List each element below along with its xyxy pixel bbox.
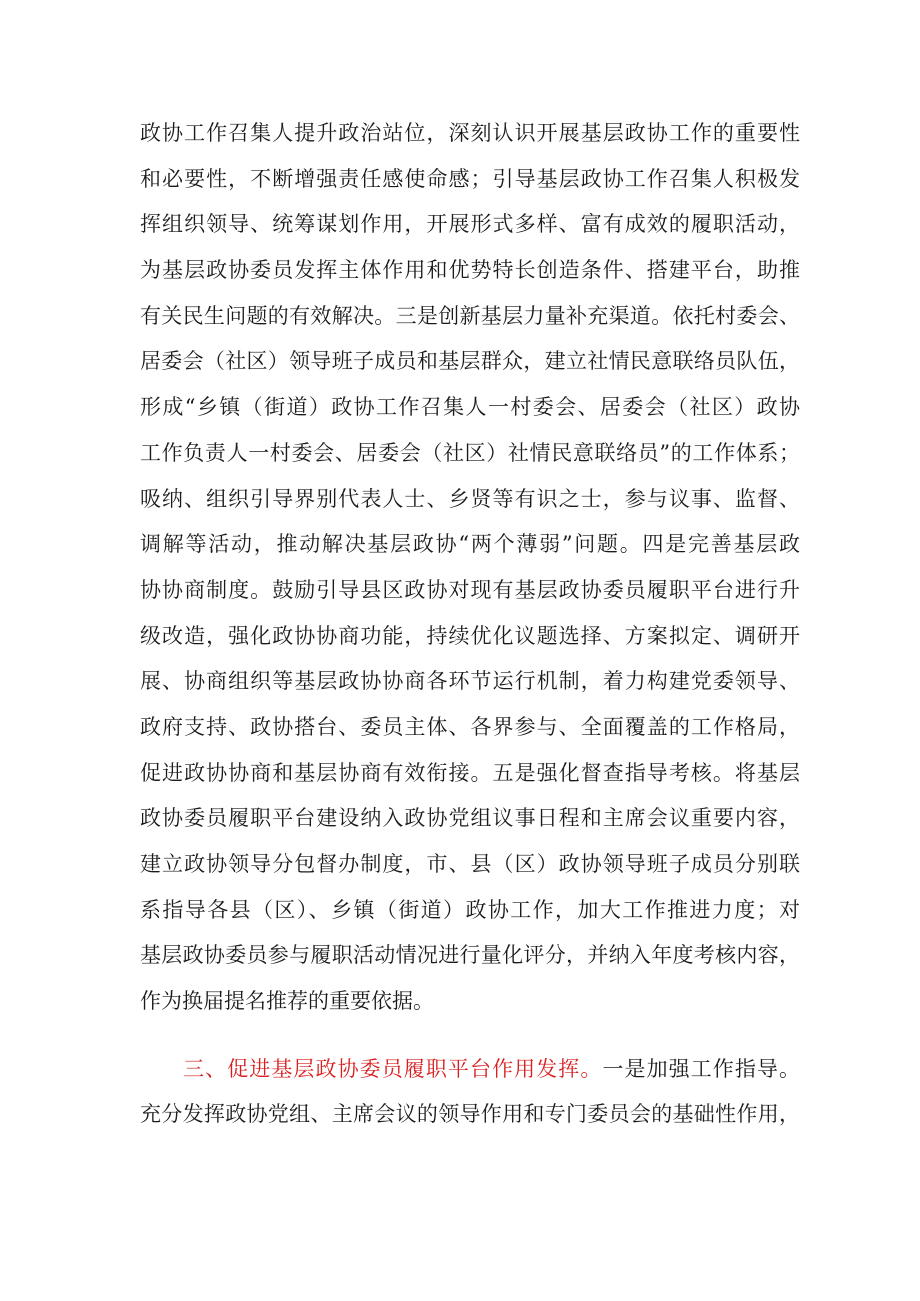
text-line-15: 促进政协协商和基层协商有效衔接。五是强化督查指导考核。将基层 <box>140 760 800 785</box>
text-line-18: 系指导各县（区）、乡镇（街道）政协工作，加大工作推进力度；对 <box>140 897 800 922</box>
paragraph-2-line-2: 充分发挥政协党组、主席会议的领导作用和专门委员会的基础性作用， <box>140 1102 800 1127</box>
text-line-19: 基层政协委员参与履职活动情况进行量化评分，并纳入年度考核内容， <box>140 943 800 968</box>
text-line-3: 挥组织领导、统筹谋划作用，开展形式多样、富有成效的履职活动， <box>140 212 800 237</box>
text-line-20: 作为换届提名推荐的重要依据。 <box>140 989 434 1014</box>
text-line-14: 政府支持、政协搭台、委员主体、各界参与、全面覆盖的工作格局， <box>140 714 800 739</box>
text-line-13: 展、协商组织等基层政协协商各环节运行机制，着力构建党委领导、 <box>140 669 800 694</box>
text-line-12: 级改造，强化政协协商功能，持续优化议题选择、方案拟定、调研开 <box>140 623 800 648</box>
text-line-2: 和必要性，不断增强责任感使命感；引导基层政协工作召集人积极发 <box>140 166 800 191</box>
text-line-7: 形成“乡镇（街道）政协工作召集人一村委会、居委会（社区）政协 <box>140 395 800 420</box>
text-line-10: 调解等活动，推动解决基层政协“两个薄弱”问题。四是完善基层政 <box>140 532 800 557</box>
text-line-9: 吸纳、组织引导界别代表人士、乡贤等有识之士，参与议事、监督、 <box>140 486 800 511</box>
body-text <box>140 111 800 1138</box>
text-line-6: 居委会（社区）领导班子成员和基层群众，建立社情民意联络员队伍， <box>140 349 800 374</box>
text-line-1: 政协工作召集人提升政治站位，深刻认识开展基层政协工作的重要性 <box>140 121 800 145</box>
text-line-11: 协协商制度。鼓励引导县区政协对现有基层政协委员履职平台进行升 <box>140 577 800 602</box>
section-heading: 三、促进基层政协委员履职平台作用发挥。 <box>182 1056 603 1081</box>
text-line-8: 工作负责人一村委会、居委会（社区）社情民意联络员”的工作体系； <box>140 440 800 465</box>
text-line-16: 政协委员履职平台建设纳入政协党组议事日程和主席会议重要内容， <box>140 806 800 831</box>
text-line-5: 有关民生问题的有效解决。三是创新基层力量补充渠道。依托村委会、 <box>140 303 800 328</box>
paragraph-spacer <box>140 1025 800 1047</box>
paragraph-2-line-1 <box>140 1047 800 1093</box>
text-line-4: 为基层政协委员发挥主体作用和优势特长创造条件、搭建平台，助推 <box>140 258 800 283</box>
text-line-17: 建立政协领导分包督办制度，市、县（区）政协领导班子成员分别联 <box>140 852 800 876</box>
paragraph-1 <box>140 111 800 1025</box>
section-heading-continuation: 一是加强工作指导。 <box>602 1056 801 1081</box>
paragraph-2 <box>140 1047 800 1138</box>
